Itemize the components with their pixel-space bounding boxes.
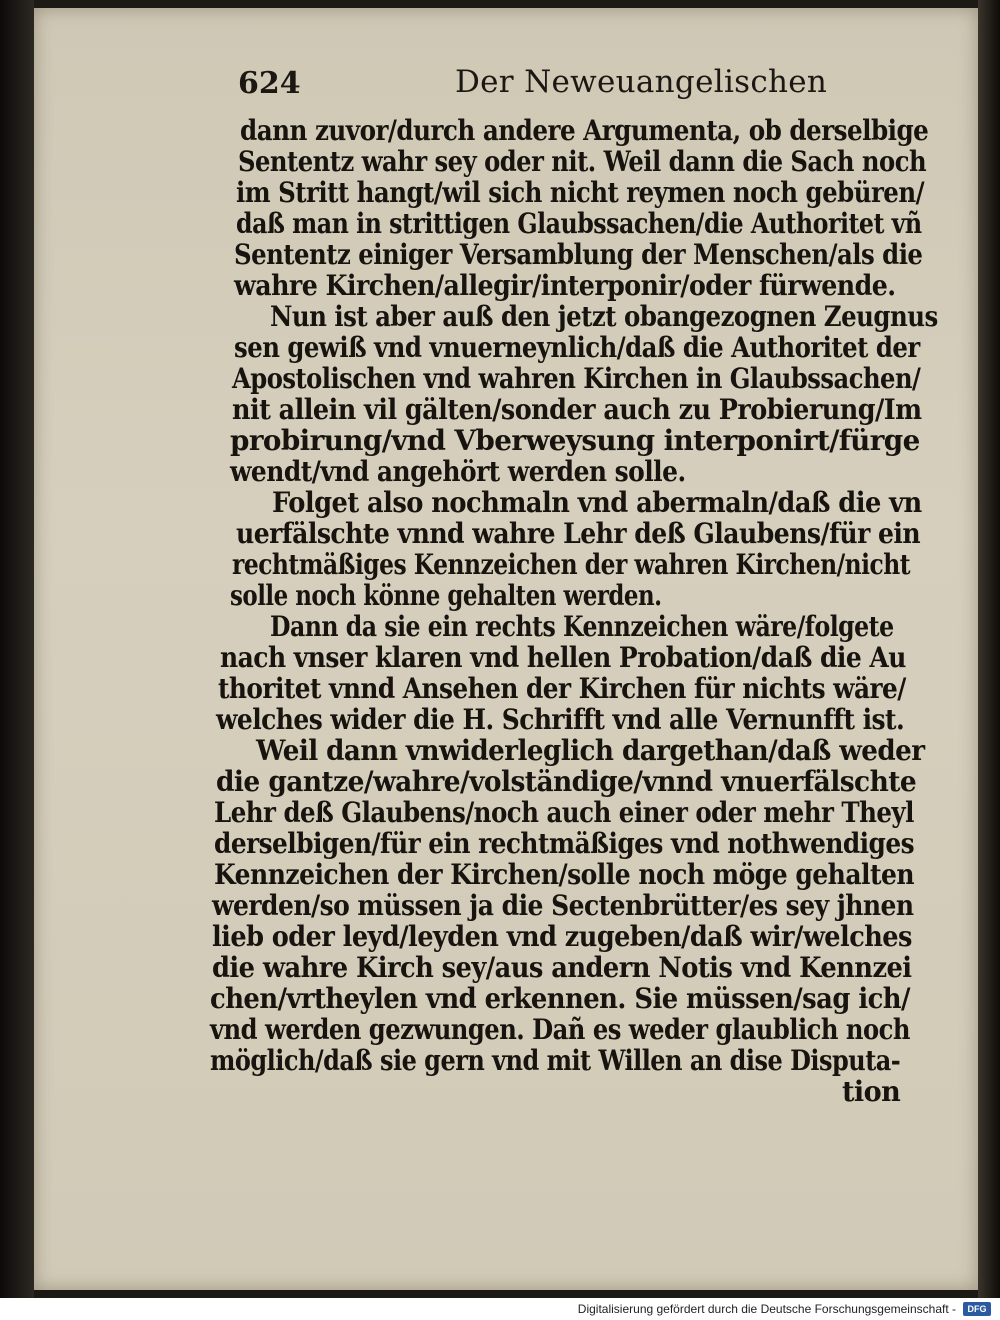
text-line: daß man in strittigen Glaubssachen/die Authoritet vñ [236, 207, 922, 240]
dfg-logo: DFG [963, 1302, 991, 1316]
text-line: lieb oder leyd/leyden vnd zugeben/daß wir/welches [212, 920, 912, 953]
running-head: Der Neweuangelischen [455, 64, 828, 100]
text-line: uerfälschte vnnd wahre Lehr deß Glaubens/für ein [236, 517, 921, 550]
page-number: 624 [238, 66, 301, 101]
text-line: solle noch könne gehalten werden. [230, 579, 662, 612]
text-line: chen/vrtheylen vnd erkennen. Sie müssen/sag ich/ [210, 982, 910, 1015]
text-line: Dann da sie ein rechts Kennzeichen wäre/folgete [270, 610, 894, 643]
text-line: Weil dann vnwiderleglich dargethan/daß weder [256, 734, 925, 767]
text-line: dann zuvor/durch andere Argumenta, ob derselbige [240, 114, 929, 147]
text-line: Sententz wahr sey oder nit. Weil dann die Sach noch [238, 145, 927, 178]
text-line: Sententz einiger Versamblung der Menschen/als die [234, 238, 923, 271]
text-line: sen gewiß vnd vnuerneynlich/daß die Authoritet der [234, 331, 920, 364]
text-line: die gantze/wahre/volständige/vnnd vnuerfälschte [216, 765, 917, 798]
text-line: probirung/vnd Vberweysung interponirt/fürge [230, 424, 920, 457]
text-line: wahre Kirchen/allegir/interponir/oder fürwende. [234, 269, 896, 302]
text-line: welches wider die H. Schrifft vnd alle Vernunfft ist. [216, 703, 905, 736]
text-line: Kennzeichen der Kirchen/solle noch möge gehalten [214, 858, 915, 891]
text-line: Apostolischen vnd wahren Kirchen in Glaubssachen/ [232, 362, 921, 395]
book-left-edge [0, 0, 34, 1298]
text-line: Lehr deß Glaubens/noch auch einer oder mehr Theyl [214, 796, 914, 829]
book-right-edge [978, 0, 1000, 1298]
text-line: vnd werden gezwungen. Dañ es weder glaublich noch [210, 1013, 910, 1046]
footer-credit: Digitalisierung gefördert durch die Deutsche Forschungsgemeinschaft - [577, 1302, 956, 1316]
text-line: thoritet vnnd Ansehen der Kirchen für nichts wäre/ [218, 672, 906, 705]
text-line: nach vnser klaren vnd hellen Probation/daß die Au [220, 641, 906, 674]
text-line: werden/so müssen ja die Sectenbrütter/es sey jhnen [212, 889, 914, 922]
text-line: tion [842, 1075, 901, 1108]
text-line: möglich/daß sie gern vnd mit Willen an dise Disputa- [210, 1044, 901, 1077]
text-line: Nun ist aber auß den jetzt obangezognen Zeugnus [270, 300, 938, 333]
text-line: Folget also nochmaln vnd abermaln/daß die vn [272, 486, 922, 519]
text-line: derselbigen/für ein rechtmäßiges vnd nothwendiges [214, 827, 915, 860]
text-line: nit allein vil gälten/sonder auch zu Probierung/Im [232, 393, 922, 426]
text-line: die wahre Kirch sey/aus andern Notis vnd Kennzei [212, 951, 912, 984]
text-line: rechtmäßiges Kennzeichen der wahren Kirchen/nicht [232, 548, 911, 581]
text-line: im Stritt hangt/wil sich nicht reymen noch gebüren/ [236, 176, 924, 209]
text-line: wendt/vnd angehört werden solle. [230, 455, 686, 488]
